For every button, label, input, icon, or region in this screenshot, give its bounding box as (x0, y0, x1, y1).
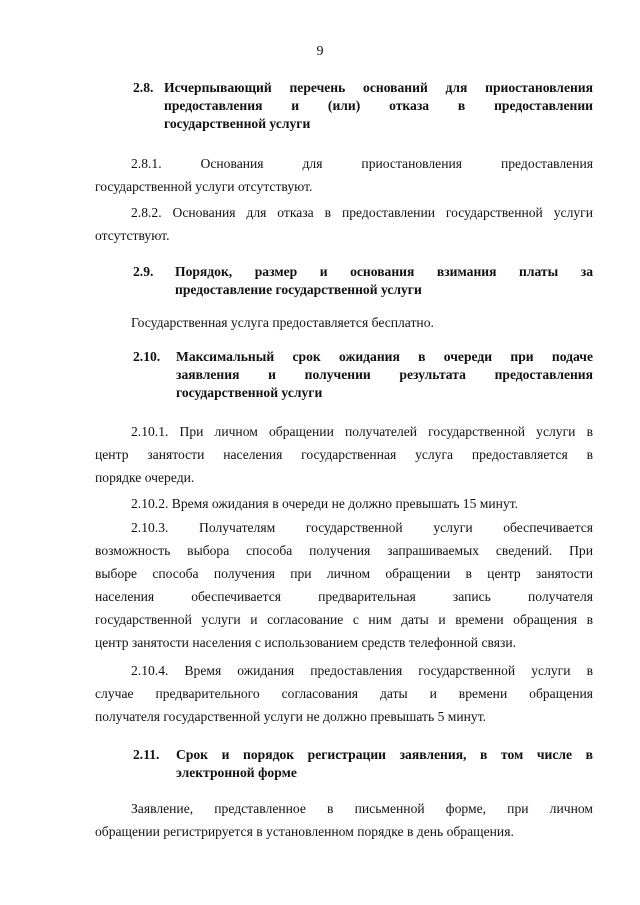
text-line: получателя государственной услуги не должно превышать 5 минут. (95, 709, 487, 724)
text-line: Государственная услуга предоставляется бесплатно. (131, 315, 434, 330)
text-line: 2.10.1. При личном обращении получателей государственной услуги в (131, 424, 593, 439)
heading-line: Порядок, размер и основания взимания платы за (175, 264, 593, 279)
section-number: 2.9. (133, 264, 154, 279)
paragraph-2-8-2 (95, 201, 593, 247)
text-line: центр занятости населения государственная услуга предоставляется в (95, 447, 593, 462)
text-line: центр занятости населения с использованием средств телефонной связи. (95, 635, 517, 650)
heading-line: электронной форме (176, 765, 297, 780)
paragraph-2-11 (95, 797, 593, 843)
text-line: отсутствуют. (95, 228, 170, 243)
heading-line: Исчерпывающий перечень оснований для приостановления (164, 80, 593, 95)
section-number: 2.11. (133, 747, 160, 762)
text-line: возможность выбора способа получения запрашиваемых сведений. При (95, 543, 593, 558)
text-line: 2.8.1. Основания для приостановления предоставления (131, 156, 593, 171)
text-line: государственной услуги и согласование с ним даты и времени обращения в (95, 612, 593, 627)
heading-line: заявления и получении результата предоставления (176, 367, 593, 382)
text-line: обращении регистрируется в установленном порядке в день обращения. (95, 824, 514, 839)
text-line: 2.10.3. Получателям государственной услуги обеспечивается (131, 520, 593, 535)
text-line: населения обеспечивается предварительная запись получателя (95, 589, 593, 604)
text-line: случае предварительного согласования даты и времени обращения (95, 686, 593, 701)
heading-line: государственной услуги (176, 385, 323, 400)
heading-line: государственной услуги (164, 116, 311, 131)
paragraph-2-10-2 (95, 492, 593, 515)
section-2-11-heading (133, 746, 593, 782)
paragraph-2-10-3 (95, 516, 593, 654)
text-line: Заявление, представленное в письменной форме, при личном (131, 801, 593, 816)
text-line: 2.8.2. Основания для отказа в предоставлении государственной услуги (131, 205, 593, 220)
paragraph-2-9 (95, 311, 593, 334)
text-line: порядке очереди. (95, 470, 195, 485)
section-2-8-heading (133, 79, 593, 133)
paragraph-2-8-1 (95, 152, 593, 198)
section-number: 2.8. (133, 80, 154, 95)
text-line: государственной услуги отсутствуют. (95, 179, 313, 194)
text-line: 2.10.2. Время ожидания в очереди не должно превышать 15 минут. (131, 496, 519, 511)
text-line: 2.10.4. Время ожидания предоставления государственной услуги в (131, 663, 593, 678)
paragraph-2-10-1 (95, 420, 593, 489)
page-number: 9 (316, 44, 324, 59)
section-2-9-heading (133, 263, 593, 299)
heading-line: предоставление государственной услуги (175, 282, 422, 297)
heading-line: Срок и порядок регистрации заявления, в том числе в (176, 747, 593, 762)
paragraph-2-10-4 (95, 659, 593, 728)
heading-line: предоставления и (или) отказа в предоставлении (164, 98, 593, 113)
section-number: 2.10. (133, 349, 161, 364)
text-line: выборе способа получения при личном обращении в центр занятости (95, 566, 593, 581)
heading-line: Максимальный срок ожидания в очереди при подаче (176, 349, 593, 364)
section-2-10-heading (133, 348, 593, 402)
